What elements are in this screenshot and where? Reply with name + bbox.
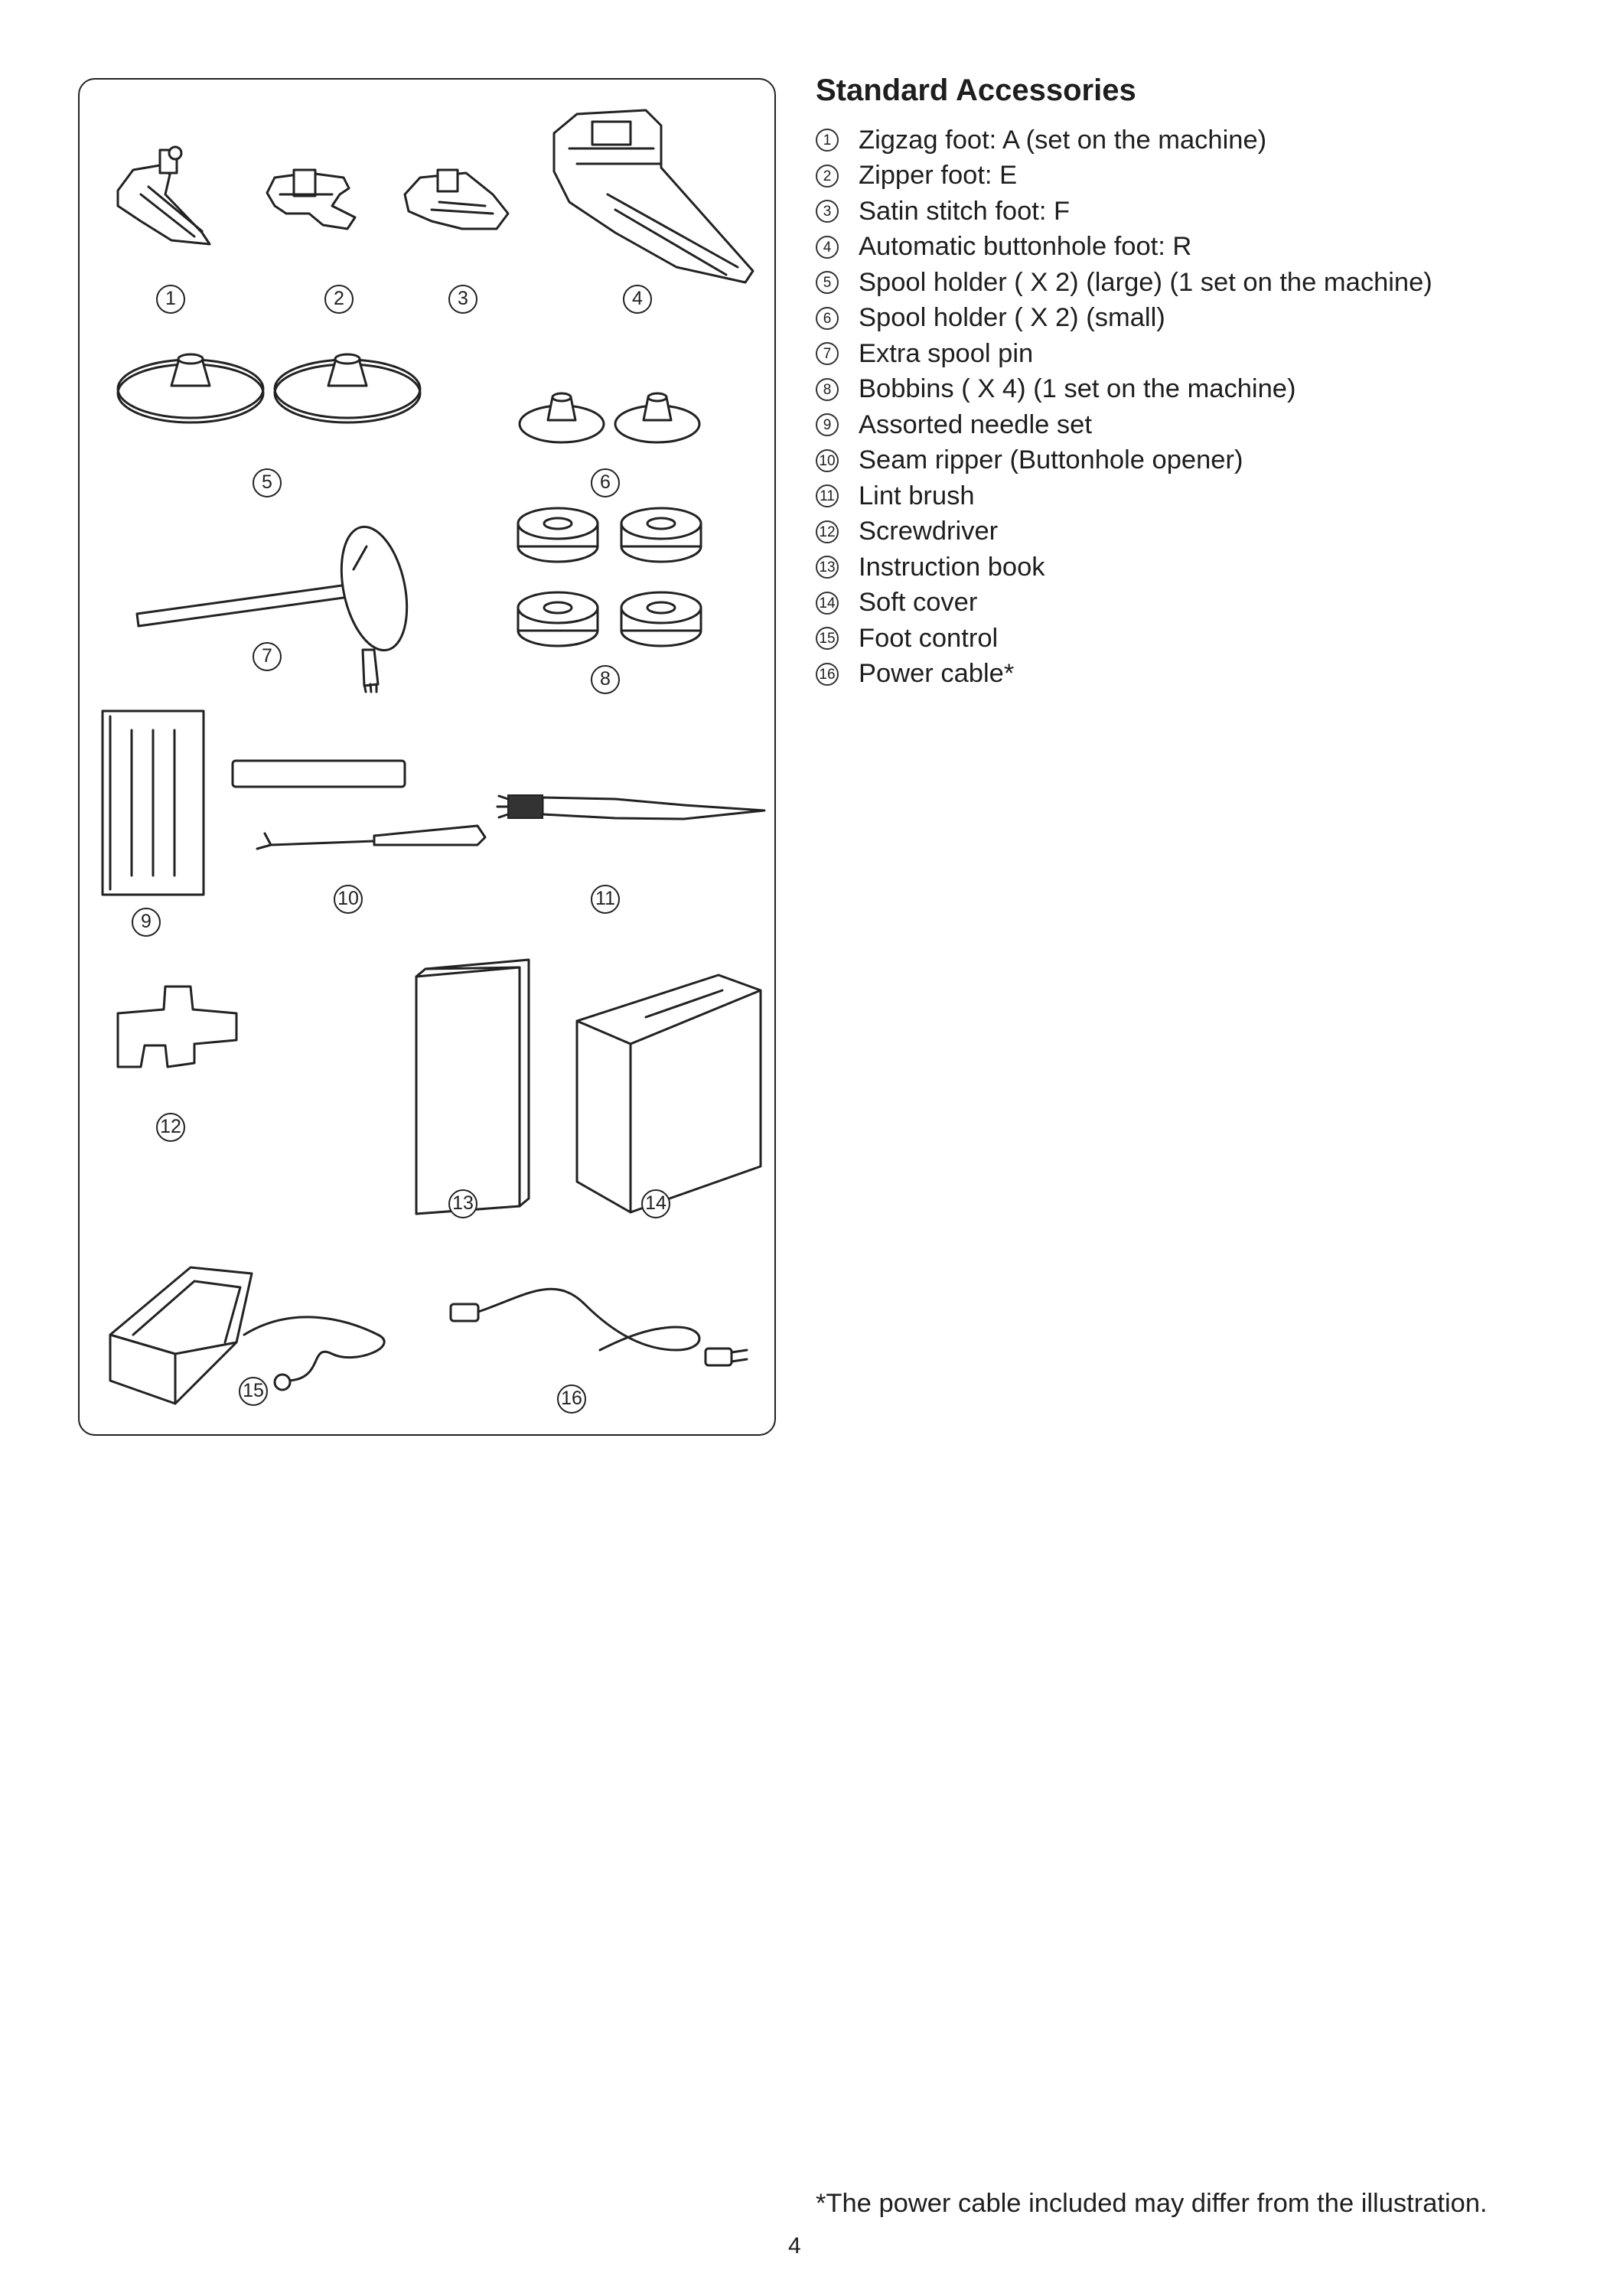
item-number: 5 bbox=[816, 271, 839, 294]
item-number: 13 bbox=[816, 556, 839, 579]
footnote: *The power cable included may differ from the illustration. bbox=[816, 2189, 1488, 2218]
section-heading: Standard Accessories bbox=[816, 73, 1136, 107]
seam-ripper-illustration bbox=[233, 761, 485, 849]
item-label: Automatic buttonhole foot: R bbox=[859, 232, 1192, 262]
instruction-book-illustration bbox=[416, 960, 529, 1214]
list-item bbox=[816, 514, 1432, 550]
list-item bbox=[816, 230, 1432, 266]
illustration-number: 12 bbox=[156, 1113, 185, 1142]
list-item bbox=[816, 122, 1432, 158]
item-label: Power cable* bbox=[859, 659, 1015, 689]
item-label: Lint brush bbox=[859, 481, 975, 510]
item-number: 10 bbox=[816, 449, 839, 472]
item-label: Bobbins ( X 4) (1 set on the machine) bbox=[859, 374, 1296, 404]
item-number: 9 bbox=[816, 413, 839, 436]
list-item bbox=[816, 372, 1432, 408]
item-number: 11 bbox=[816, 484, 839, 507]
item-number: 15 bbox=[816, 627, 839, 650]
item-number: 3 bbox=[816, 200, 839, 223]
item-number: 12 bbox=[816, 520, 839, 543]
item-label: Spool holder ( X 2) (small) bbox=[859, 303, 1165, 333]
item-label: Soft cover bbox=[859, 588, 978, 618]
list-item bbox=[816, 585, 1432, 621]
illustration-number: 13 bbox=[448, 1189, 477, 1218]
accessories-illustration-panel bbox=[78, 78, 776, 1436]
item-number: 16 bbox=[816, 663, 839, 686]
item-number: 2 bbox=[816, 165, 839, 188]
list-item bbox=[816, 407, 1432, 443]
illustration-number: 7 bbox=[253, 642, 282, 671]
item-label: Spool holder ( X 2) (large) (1 set on the machine) bbox=[859, 267, 1432, 297]
buttonhole-foot-illustration bbox=[554, 110, 753, 282]
item-number: 8 bbox=[816, 378, 839, 401]
screwdriver-illustration bbox=[118, 987, 236, 1067]
illustration-number: 3 bbox=[448, 285, 477, 314]
list-item bbox=[816, 265, 1432, 301]
item-label: Zipper foot: E bbox=[859, 161, 1018, 191]
item-label: Instruction book bbox=[859, 552, 1045, 582]
list-item bbox=[816, 158, 1432, 194]
illustration-number: 15 bbox=[239, 1377, 268, 1406]
zigzag-foot-illustration bbox=[118, 147, 210, 244]
item-number: 1 bbox=[816, 129, 839, 152]
illustration-number: 11 bbox=[591, 885, 620, 914]
item-number: 14 bbox=[816, 592, 839, 615]
illustration-number: 1 bbox=[156, 285, 185, 314]
item-number: 6 bbox=[816, 307, 839, 330]
bobbins-illustration bbox=[518, 508, 701, 646]
item-label: Zigzag foot: A (set on the machine) bbox=[859, 125, 1267, 155]
accessories-list bbox=[816, 122, 1432, 692]
item-label: Seam ripper (Buttonhole opener) bbox=[859, 445, 1243, 475]
item-label: Extra spool pin bbox=[859, 338, 1034, 368]
illustration-number: 14 bbox=[641, 1189, 670, 1218]
illustration-number: 16 bbox=[557, 1384, 586, 1414]
list-item bbox=[816, 478, 1432, 514]
small-spool-holder-illustration bbox=[520, 393, 699, 442]
list-item bbox=[816, 301, 1432, 337]
list-item bbox=[816, 443, 1432, 479]
soft-cover-illustration bbox=[577, 975, 761, 1212]
zipper-foot-illustration bbox=[267, 170, 355, 229]
large-spool-holder-illustration bbox=[118, 354, 420, 422]
lint-brush-illustration bbox=[497, 795, 764, 819]
item-label: Foot control bbox=[859, 623, 999, 653]
item-number: 7 bbox=[816, 342, 839, 365]
illustration-number: 4 bbox=[623, 285, 652, 314]
item-number: 4 bbox=[816, 236, 839, 259]
illustration-number: 8 bbox=[591, 665, 620, 694]
list-item bbox=[816, 657, 1432, 693]
list-item bbox=[816, 336, 1432, 372]
illustration-number: 10 bbox=[334, 885, 363, 914]
item-label: Assorted needle set bbox=[859, 409, 1092, 439]
power-cable-illustration bbox=[451, 1289, 747, 1365]
item-label: Satin stitch foot: F bbox=[859, 196, 1071, 226]
list-item bbox=[816, 194, 1432, 230]
page-number: 4 bbox=[788, 2233, 801, 2258]
illustration-number: 6 bbox=[591, 468, 620, 497]
illustration-number: 2 bbox=[324, 285, 354, 314]
list-item bbox=[816, 550, 1432, 585]
item-label: Screwdriver bbox=[859, 517, 999, 546]
needle-set-illustration bbox=[103, 711, 204, 895]
accessories-illustration bbox=[80, 80, 774, 1433]
list-item bbox=[816, 621, 1432, 657]
satin-stitch-foot-illustration bbox=[405, 170, 508, 229]
illustration-number: 9 bbox=[132, 908, 161, 937]
illustration-number: 5 bbox=[253, 468, 282, 497]
